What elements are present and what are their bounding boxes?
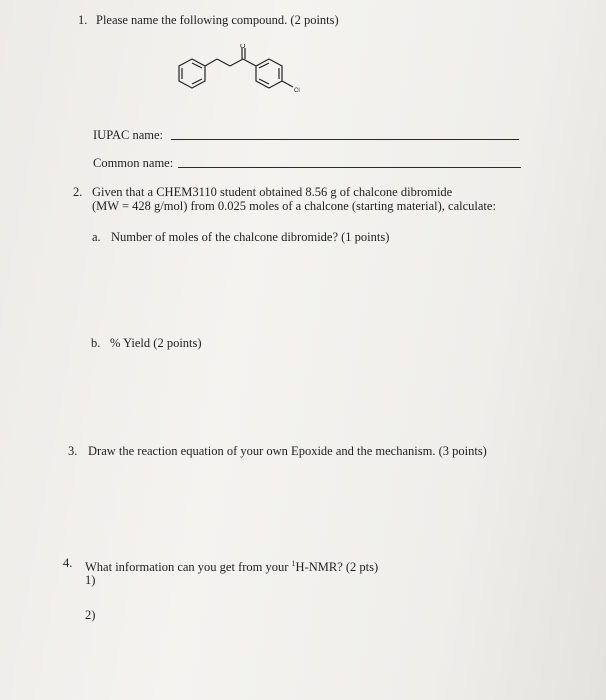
q2-number: 2. [73,185,83,199]
common-name-label: Common name: [93,156,174,170]
chemical-structure [170,44,340,114]
q4-text-pre: What information can you get from your [85,560,292,574]
q3-text: Draw the reaction equation of your own Epoxide and the mechanism. (3 points) [88,444,487,458]
q2b-label: b. [91,336,101,350]
q2b-text: % Yield (2 points) [110,336,202,350]
iupac-answer-line[interactable] [171,139,519,140]
bond [243,59,256,66]
q4-number: 4. [63,556,73,570]
q2-line1: Given that a CHEM3110 student obtained 8.56 g of chalcone dibromide [92,185,453,199]
bond [230,59,243,66]
iupac-label: IUPAC name: [93,128,164,142]
q2-line2: (MW = 428 g/mol) from 0.025 moles of a chalcone (starting material), calculate: [92,199,496,213]
q4-item-1: 1) [85,573,96,587]
q1-text: Please name the following compound. (2 points) [96,13,339,27]
q4-text [85,556,378,575]
q3-number: 3. [68,444,78,458]
q4-superscript: 1 [291,559,296,568]
oxygen-label: O [240,44,246,50]
q2a-label: a. [92,230,101,244]
common-name-answer-line[interactable] [178,167,521,168]
bond [205,59,217,66]
q4-text-post: H-NMR? (2 pts) [295,560,379,574]
chlorine-bond [282,81,293,87]
q4-item-2: 2) [85,608,96,622]
bond [217,59,230,66]
chlorine-label: Cl [294,88,300,94]
q1-number: 1. [78,13,88,27]
q2a-text: Number of moles of the chalcone dibromide? (1 points) [111,230,390,244]
